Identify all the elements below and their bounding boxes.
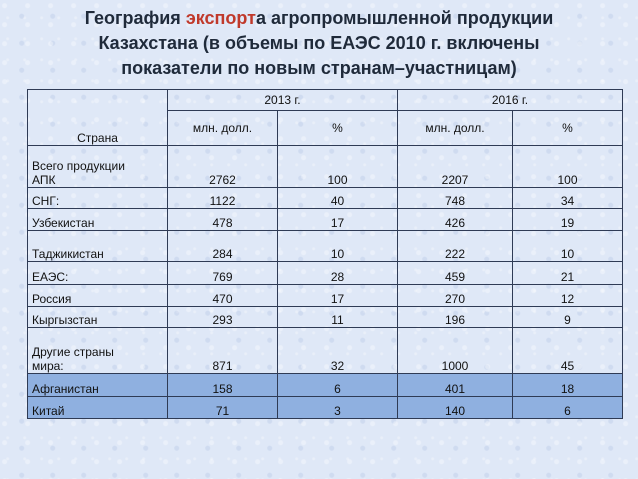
- row-country: ЕАЭС:: [28, 262, 168, 285]
- header-year-2016: 2016 г.: [398, 90, 623, 111]
- cell-usd-2013: 871: [168, 328, 278, 374]
- title-line-2: Казахстана (в объемы по ЕАЭС 2010 г. включены: [98, 33, 540, 53]
- title-highlight: экспорт: [185, 8, 256, 28]
- cell-usd-2013: 158: [168, 374, 278, 397]
- table-row: [28, 328, 623, 374]
- header-country: Страна: [28, 90, 168, 146]
- cell-usd-2016: 196: [398, 307, 513, 328]
- table-row: [28, 146, 623, 188]
- table-row: [28, 231, 623, 262]
- cell-usd-2013: 470: [168, 285, 278, 307]
- cell-pct-2013: 17: [278, 209, 398, 231]
- row-country: Таджикистан: [28, 231, 168, 262]
- table-row: [28, 307, 623, 328]
- table-row: [28, 397, 623, 419]
- cell-usd-2016: 270: [398, 285, 513, 307]
- row-country: Афганистан: [28, 374, 168, 397]
- cell-pct-2016: 34: [513, 188, 623, 209]
- cell-pct-2013: 11: [278, 307, 398, 328]
- header-pct-2016: %: [513, 111, 623, 146]
- cell-pct-2016: 100: [513, 146, 623, 188]
- row-country: Узбекистан: [28, 209, 168, 231]
- row-country: Кыргызстан: [28, 307, 168, 328]
- cell-usd-2016: 1000: [398, 328, 513, 374]
- header-year-2013: 2013 г.: [168, 90, 398, 111]
- cell-usd-2016: 222: [398, 231, 513, 262]
- table-row: [28, 188, 623, 209]
- cell-usd-2016: 401: [398, 374, 513, 397]
- header-usd-2016: млн. долл.: [398, 111, 513, 146]
- cell-pct-2013: 17: [278, 285, 398, 307]
- cell-pct-2016: 45: [513, 328, 623, 374]
- page-title: [20, 6, 618, 81]
- row-country: Другие страны мира:: [28, 328, 168, 374]
- cell-pct-2013: 40: [278, 188, 398, 209]
- cell-pct-2013: 28: [278, 262, 398, 285]
- row-country: СНГ:: [28, 188, 168, 209]
- cell-pct-2013: 100: [278, 146, 398, 188]
- header-pct-2013: %: [278, 111, 398, 146]
- cell-usd-2013: 1122: [168, 188, 278, 209]
- cell-usd-2016: 140: [398, 397, 513, 419]
- cell-pct-2016: 9: [513, 307, 623, 328]
- row-country: Китай: [28, 397, 168, 419]
- cell-usd-2013: 293: [168, 307, 278, 328]
- table-row: [28, 209, 623, 231]
- cell-usd-2013: 478: [168, 209, 278, 231]
- title-line-1: География экспорта агропромышленной продукции: [84, 8, 554, 28]
- cell-usd-2013: 769: [168, 262, 278, 285]
- cell-pct-2016: 10: [513, 231, 623, 262]
- table-row: [28, 374, 623, 397]
- cell-pct-2013: 10: [278, 231, 398, 262]
- export-table: [27, 89, 623, 419]
- table-row: [28, 262, 623, 285]
- cell-usd-2016: 748: [398, 188, 513, 209]
- cell-usd-2016: 2207: [398, 146, 513, 188]
- row-country: Всего продукции АПК: [28, 146, 168, 188]
- cell-usd-2013: 284: [168, 231, 278, 262]
- cell-pct-2013: 6: [278, 374, 398, 397]
- cell-pct-2016: 6: [513, 397, 623, 419]
- cell-pct-2016: 12: [513, 285, 623, 307]
- header-usd-2013: млн. долл.: [168, 111, 278, 146]
- cell-pct-2013: 32: [278, 328, 398, 374]
- cell-usd-2016: 426: [398, 209, 513, 231]
- cell-pct-2016: 19: [513, 209, 623, 231]
- cell-usd-2013: 71: [168, 397, 278, 419]
- table-row: [28, 285, 623, 307]
- title-line-3: показатели по новым странам–участницам): [121, 58, 517, 78]
- cell-usd-2013: 2762: [168, 146, 278, 188]
- cell-pct-2016: 18: [513, 374, 623, 397]
- cell-usd-2016: 459: [398, 262, 513, 285]
- cell-pct-2013: 3: [278, 397, 398, 419]
- row-country: Россия: [28, 285, 168, 307]
- cell-pct-2016: 21: [513, 262, 623, 285]
